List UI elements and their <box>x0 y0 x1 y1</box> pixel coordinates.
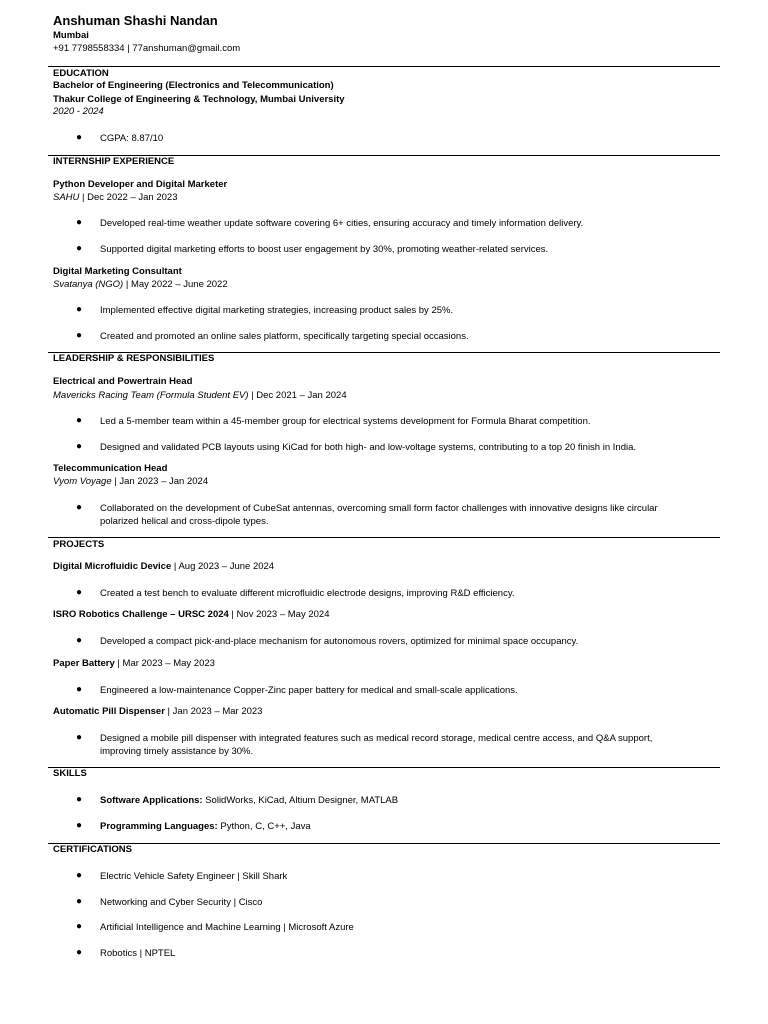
skill-line <box>100 820 700 833</box>
skill-label: Software Applications: <box>100 795 203 806</box>
candidate-name: Anshuman Shashi Nandan <box>53 13 218 28</box>
certification-text: Robotics | NPTEL <box>100 948 176 959</box>
role-org-dates <box>53 192 177 204</box>
role-org: Svatanya (NGO) <box>53 279 124 290</box>
project-title-line <box>53 561 274 573</box>
project-title-line <box>53 609 330 621</box>
role-org-dates <box>53 390 347 402</box>
role-org: Mavericks Racing Team (Formula Student EV) <box>53 390 249 401</box>
bullet-icon: ● <box>76 243 83 254</box>
bullet-icon: ● <box>76 587 83 598</box>
section-heading-projects: PROJECTS <box>53 539 105 550</box>
bullet-icon: ● <box>76 217 83 228</box>
certification-text: Networking and Cyber Security | Cisco <box>100 897 263 908</box>
college: Thakur College of Engineering & Technology, Mumbai University <box>53 94 345 105</box>
bullet-text: Supported digital marketing efforts to boost user engagement by 30%, promoting weather-related services. <box>100 244 549 255</box>
section-divider <box>48 537 720 538</box>
bullet-icon: ● <box>76 870 83 881</box>
section-heading-leadership: LEADERSHIP & RESPONSIBILITIES <box>53 353 215 364</box>
role-dates: | Jan 2023 – Jan 2024 <box>111 476 209 487</box>
section-heading-certifications: CERTIFICATIONS <box>53 844 132 855</box>
bullet-text: Created and promoted an online sales platform, specifically targeting special occasions. <box>100 331 469 342</box>
project-title-line <box>53 658 215 670</box>
bullet-text: Engineered a low-maintenance Copper-Zinc paper battery for medical and small-scale applications. <box>100 685 518 696</box>
section-divider <box>48 66 720 67</box>
role-org: Vyom Voyage <box>53 476 112 487</box>
project-title: Digital Microfluidic Device <box>53 561 172 572</box>
bullet-icon: ● <box>76 635 83 646</box>
bullet-icon: ● <box>76 502 83 513</box>
project-title-line <box>53 706 262 718</box>
bullet-text: Developed a compact pick-and-place mechanism for autonomous rovers, optimized for minimal space occupancy. <box>100 636 579 647</box>
project-dates: | Mar 2023 – May 2023 <box>114 658 215 669</box>
bullet-icon: ● <box>76 132 83 143</box>
candidate-city: Mumbai <box>53 30 89 41</box>
skill-value: Python, C, C++, Java <box>217 821 311 832</box>
contact-line: +91 7798558334 | 77anshuman@gmail.com <box>53 43 241 54</box>
bullet-text: Developed real-time weather update software covering 6+ cities, ensuring accuracy and timely information delivery. <box>100 218 584 229</box>
skill-label: Programming Languages: <box>100 821 218 832</box>
role-dates: | May 2022 – June 2022 <box>123 279 228 290</box>
certification-text: Electric Vehicle Safety Engineer | Skill Shark <box>100 871 288 882</box>
skill-line <box>100 794 700 807</box>
bullet-icon: ● <box>76 732 83 743</box>
education-years: 2020 - 2024 <box>53 106 104 117</box>
section-heading-education: EDUCATION <box>53 68 109 79</box>
bullet-text: CGPA: 8.87/10 <box>100 133 164 144</box>
bullet-text: Collaborated on the development of CubeSat antennas, overcoming small form factor challenges with innovative designs like circular <box>100 503 658 514</box>
role-title: Python Developer and Digital Marketer <box>53 179 228 190</box>
role-org-dates <box>53 476 208 488</box>
bullet-icon: ● <box>76 896 83 907</box>
certification-text: Artificial Intelligence and Machine Learning | Microsoft Azure <box>100 922 354 933</box>
role-dates: | Dec 2022 – Jan 2023 <box>79 192 178 203</box>
bullet-icon: ● <box>76 330 83 341</box>
project-title: Automatic Pill Dispenser <box>53 706 165 717</box>
bullet-text: Created a test bench to evaluate different microfluidic electrode designs, improving R&D efficiency. <box>100 588 515 599</box>
role-dates: | Dec 2021 – Jan 2024 <box>248 390 347 401</box>
bullet-icon: ● <box>76 415 83 426</box>
bullet-icon: ● <box>76 304 83 315</box>
role-title: Electrical and Powertrain Head <box>53 376 193 387</box>
bullet-text-continued: improving timely assistance by 30%. <box>100 746 254 757</box>
skill-value: SolidWorks, KiCad, Altium Designer, MATLAB <box>202 795 399 806</box>
bullet-icon: ● <box>76 794 83 805</box>
bullet-icon: ● <box>76 441 83 452</box>
role-org: SAHU <box>53 192 80 203</box>
bullet-text: Designed a mobile pill dispenser with integrated features such as medical record storage, medical centre access, and Q&A support, <box>100 733 653 744</box>
role-title: Digital Marketing Consultant <box>53 266 182 277</box>
section-heading-skills: SKILLS <box>53 768 87 779</box>
project-dates: | Jan 2023 – Mar 2023 <box>164 706 263 717</box>
bullet-icon: ● <box>76 921 83 932</box>
role-title: Telecommunication Head <box>53 463 168 474</box>
bullet-icon: ● <box>76 947 83 958</box>
bullet-icon: ● <box>76 684 83 695</box>
bullet-text: Led a 5-member team within a 45-member group for electrical systems development for Formula Bharat competition. <box>100 416 591 427</box>
bullet-text: Implemented effective digital marketing strategies, increasing product sales by 25%. <box>100 305 454 316</box>
section-heading-internship: INTERNSHIP EXPERIENCE <box>53 156 175 167</box>
section-divider <box>48 767 720 768</box>
project-title: Paper Battery <box>53 658 115 669</box>
section-divider <box>48 843 720 844</box>
project-dates: | Aug 2023 – June 2024 <box>171 561 275 572</box>
role-org-dates <box>53 279 228 291</box>
degree: Bachelor of Engineering (Electronics and Telecommunication) <box>53 80 334 91</box>
project-title: ISRO Robotics Challenge – URSC 2024 <box>53 609 229 620</box>
project-dates: | Nov 2023 – May 2024 <box>228 609 330 620</box>
bullet-text: Designed and validated PCB layouts using KiCad for both high- and low-voltage systems, contributing to a top 20 finish in India. <box>100 442 637 453</box>
bullet-icon: ● <box>76 820 83 831</box>
bullet-text-continued: polarized helical and cross-dipole types. <box>100 516 269 527</box>
